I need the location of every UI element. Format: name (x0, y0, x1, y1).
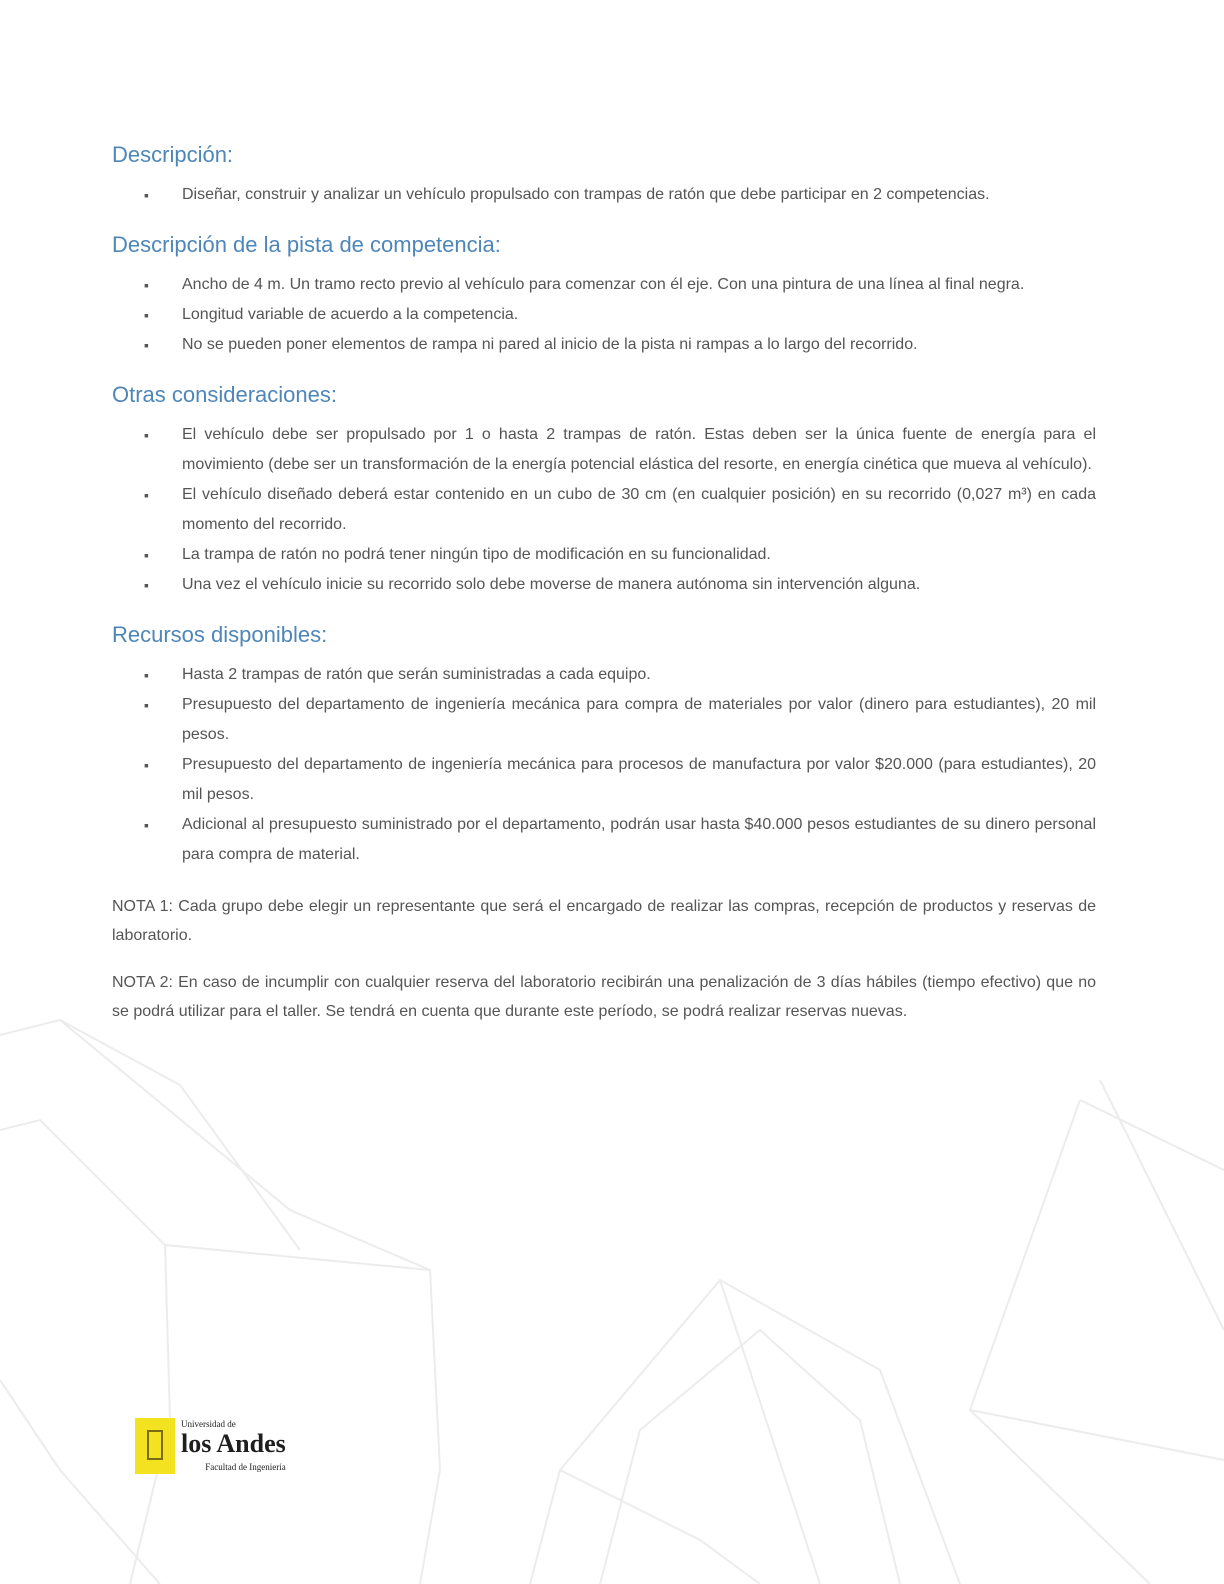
bullet-list (112, 180, 1096, 210)
list-item: ▪ Presupuesto del departamento de ingeniería mecánica para procesos de manufactura por valor $20.000 (para estudiantes), 20 mil pesos. (182, 750, 1096, 810)
university-logo (135, 1418, 286, 1474)
logo-faculty-text: Facultad de Ingeniería (205, 1462, 286, 1472)
section-heading: Descripción: (112, 142, 234, 167)
list-item: ▪ Adicional al presupuesto suministrado por el departamento, podrán usar hasta $40.000 pesos estudiantes de su dinero personal para compra de material. (182, 810, 1096, 870)
bullet-list (112, 420, 1096, 600)
section-heading: Recursos disponibles: (112, 622, 328, 647)
list-item: ▪ No se pueden poner elementos de rampa ni pared al inicio de la pista ni rampas a lo largo del recorrido. (182, 330, 1096, 360)
crest-icon (135, 1418, 175, 1474)
list-item: ▪ Longitud variable de acuerdo a la competencia. (182, 300, 1096, 330)
logo-small-text: Universidad de (181, 1419, 236, 1429)
note-2: NOTA 2: En caso de incumplir con cualquier reserva del laboratorio recibirán una penalización de 3 días hábiles (tiempo efectivo) que no se podrá utilizar para el taller. Se tendrá en cuenta que durante este período, se podrá realizar reservas nuevas. (112, 974, 1096, 1020)
list-item: ▪ El vehículo debe ser propulsado por 1 o hasta 2 trampas de ratón. Estas deben ser la única fuente de energía para el movimiento (debe ser un transformación de la energía potencial elástica del resorte, en energía cinética que mueva al vehículo). (182, 420, 1096, 480)
list-item: ▪ Ancho de 4 m. Un tramo recto previo al vehículo para comenzar con él eje. Con una pintura de una línea al final negra. (182, 270, 1096, 300)
document-body (112, 142, 1096, 1044)
section-heading: Otras consideraciones: (112, 382, 337, 407)
bullet-list (112, 660, 1096, 870)
list-item: ▪ Presupuesto del departamento de ingeniería mecánica para compra de materiales por valor (dinero para estudiantes), 20 mil pesos. (182, 690, 1096, 750)
bullet-list (112, 270, 1096, 360)
section-heading: Descripción de la pista de competencia: (112, 232, 501, 257)
list-item: ▪ El vehículo diseñado deberá estar contenido en un cubo de 30 cm (en cualquier posición) en su recorrido (0,027 m³) en cada momento del recorrido. (182, 480, 1096, 540)
section-recursos (112, 622, 1096, 870)
list-item: ▪ La trampa de ratón no podrá tener ningún tipo de modificación en su funcionalidad. (182, 540, 1096, 570)
list-item: ▪ Una vez el vehículo inicie su recorrido solo debe moverse de manera autónoma sin intervención alguna. (182, 570, 1096, 600)
logo-big-text: los Andes (181, 1429, 286, 1458)
list-item: ▪ Hasta 2 trampas de ratón que serán suministradas a cada equipo. (182, 660, 1096, 690)
section-consideraciones (112, 382, 1096, 600)
section-pista (112, 232, 1096, 360)
note-1: NOTA 1: Cada grupo debe elegir un representante que será el encargado de realizar las compras, recepción de productos y reservas de laboratorio. (112, 898, 1096, 944)
section-descripcion (112, 142, 1096, 210)
list-item: ▪ Diseñar, construir y analizar un vehículo propulsado con trampas de ratón que debe participar en 2 competencias. (182, 180, 1096, 210)
logo-text (181, 1418, 286, 1474)
